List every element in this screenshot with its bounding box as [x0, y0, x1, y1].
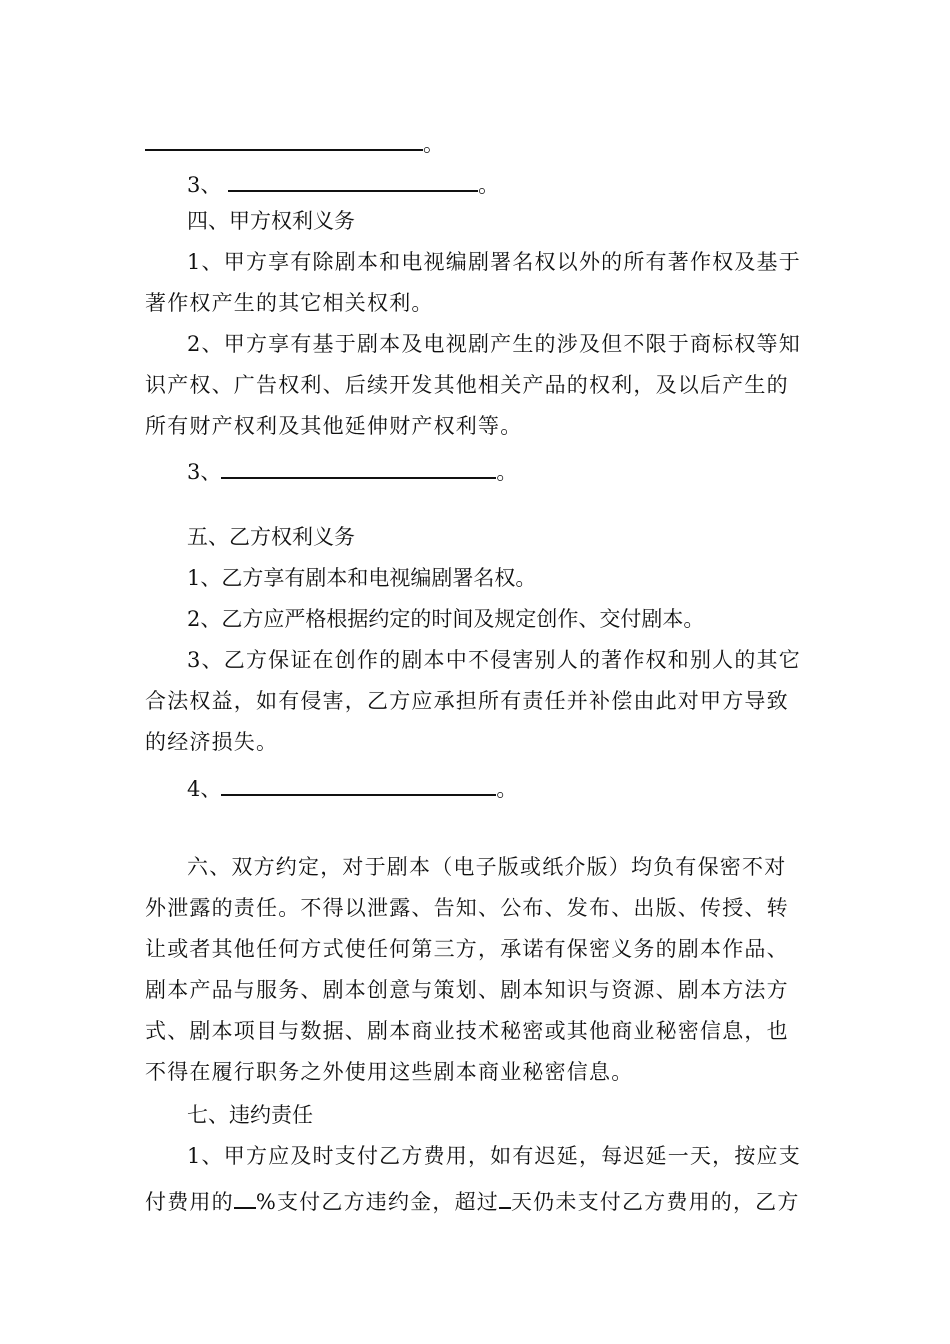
fill-blank-percent[interactable]	[234, 1177, 256, 1209]
section-4-p2: 2、甲方享有基于剧本及电视剧产生的涉及但不限于商标权等知识产权、广告权利、后续开发其他相关产品的权利，及以后产生的所有财产权利及其他延伸财产权利等。	[145, 332, 801, 438]
fill-blank[interactable]	[228, 160, 478, 192]
section-5-p2: 2、乙方应严格根据约定的时间及规定创作、交付剧本。	[187, 607, 705, 631]
item-3-blank: 3、 。	[145, 160, 805, 206]
section-7-heading: 七、违约责任	[187, 1103, 313, 1127]
section-5-p1: 1、乙方享有剧本和电视编剧署名权。	[187, 566, 537, 590]
fill-blank[interactable]	[221, 447, 496, 479]
blank-line-continuation: 。	[145, 119, 805, 165]
section-5-heading: 五、乙方权利义务	[187, 525, 355, 549]
section-5-p4: 4、 。	[145, 764, 805, 810]
fill-blank-days[interactable]	[499, 1177, 511, 1209]
section-4-p1: 1、甲方享有除剧本和电视编剧署名权以外的所有著作权及基于著作权产生的其它相关权利。	[145, 250, 801, 315]
section-7-p1: 1、甲方应及时支付乙方费用，如有迟延，每迟延一天，按应支付费用的 %支付乙方违约金，超过 天仍未支付乙方费用的，乙方	[145, 1144, 801, 1214]
section-4-heading: 四、甲方权利义务	[187, 209, 355, 233]
section-5-p3: 3、乙方保证在创作的剧本中不侵害别人的著作权和别人的其它合法权益，如有侵害，乙方应承担所有责任并补偿由此对甲方导致的经济损失。	[145, 648, 801, 754]
section-4-p3: 3、 。	[145, 447, 805, 493]
fill-blank[interactable]	[221, 764, 496, 796]
fill-blank[interactable]	[145, 119, 423, 151]
section-6-confidentiality: 六、双方约定，对于剧本（电子版或纸介版）均负有保密不对外泄露的责任。不得以泄露、告知、公布、发布、出版、传授、转让或者其他任何方式使任何第三方，承诺有保密义务的剧本作品、剧本产品与服务、剧本创意与策划、剧本知识与资源、剧本方法方式、剧本项目与数据、剧本商业技术秘密或其他商业秘密信息，也不得在履行职务之外使用这些剧本商业秘密信息。	[145, 855, 789, 1084]
